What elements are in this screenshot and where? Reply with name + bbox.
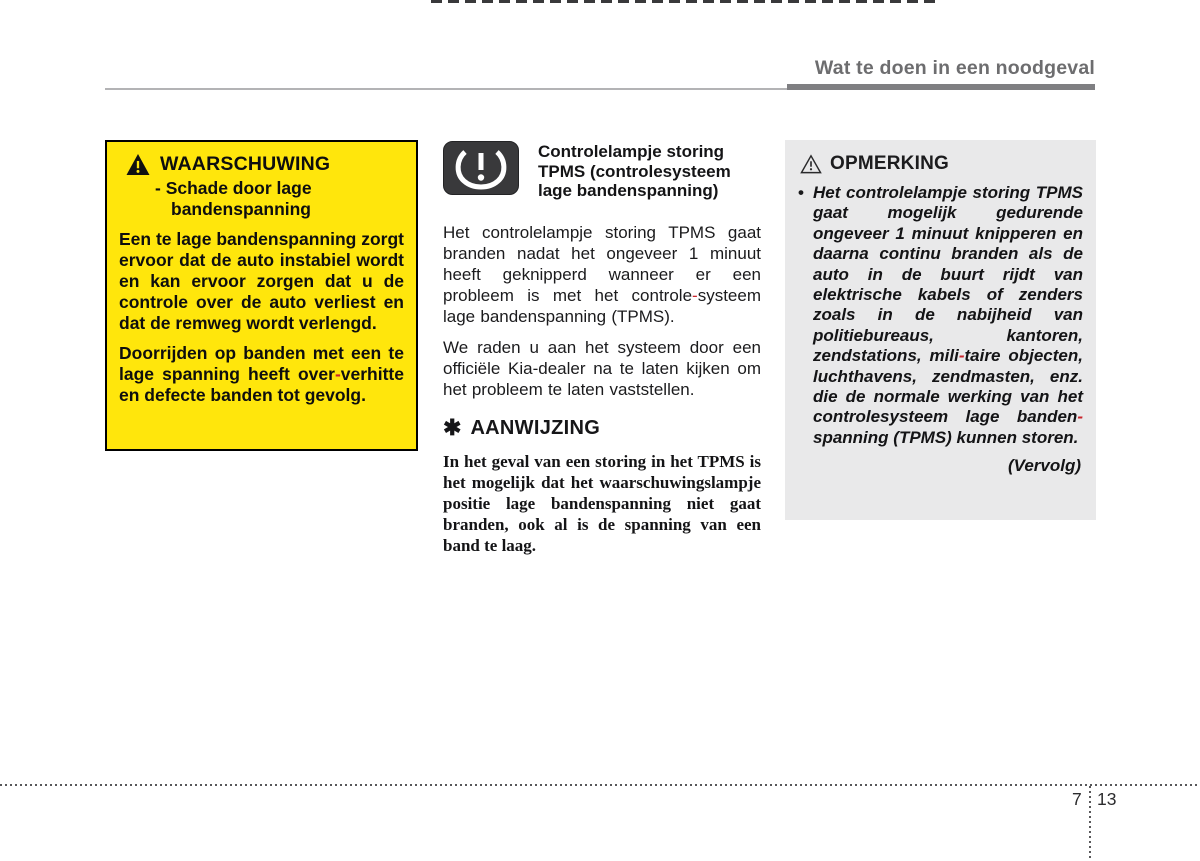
- notice-triangle-icon: [800, 154, 822, 174]
- tpms-section: [443, 141, 761, 556]
- warning-paragraph-2: [119, 343, 404, 406]
- chapter-number: 7: [1072, 789, 1082, 809]
- warning-paragraph-2-text-a: Doorrijden op banden met een te lage spanning heeft over: [119, 343, 404, 384]
- red-hyphen: -: [692, 285, 698, 305]
- warning-subtitle-line1: - Schade door lage: [155, 178, 312, 198]
- opmerking-title-row: [800, 153, 1083, 175]
- opmerking-text: [813, 183, 1083, 448]
- footer-dotted-divider: [1089, 786, 1091, 861]
- tpms-paragraph-1-text-b: systeem lage bandenspanning (TPMS).: [443, 285, 761, 326]
- tpms-heading-row: [443, 141, 761, 201]
- warning-title-row: [125, 153, 404, 176]
- aanwijzing-body: In het geval van een storing in het TPMS is het mogelijk dat het waarschuwingslampje positie lage bandenspanning niet gaat branden, ook al is de spanning van een band te laag.: [443, 451, 761, 555]
- opmerking-text-a: Het controlelampje storing TPMS gaat mogelijk gedurende ongeveer 1 minuut knipperen en daarna continu branden als de auto in de buurt rijdt van elektrische kabels of zenders zoals in de nabijheid van politiebureaus, kantoren, zendstations, mili: [813, 183, 1083, 366]
- tpms-body: [443, 222, 761, 400]
- opmerking-text-b: taire objecten, luchthavens, zendmasten, enz. die de normale werking van het controlesysteem lage banden: [813, 346, 1083, 427]
- chapter-title: Wat te doen in een noodgeval: [814, 57, 1095, 79]
- tpms-paragraph-1-text-a: Het controlelampje storing TPMS gaat branden nadat het ongeveer 1 minuut heeft geknipperd wanneer er een probleem is met het controle: [443, 222, 761, 305]
- warning-triangle-icon: [125, 153, 151, 176]
- tpms-heading-line3: lage bandenspanning): [538, 181, 719, 200]
- continued-label: (Vervolg): [1007, 456, 1081, 476]
- opmerking-box: [785, 140, 1096, 520]
- tpms-paragraph-2: We raden u aan het systeem door een officiële Kia-dealer na te laten kijken om het probleem te laten vaststellen.: [443, 337, 761, 399]
- red-hyphen: -: [1077, 407, 1083, 427]
- footer-dotted-rule: [0, 784, 1200, 786]
- page-number: 13: [1097, 789, 1117, 809]
- red-hyphen: -: [958, 346, 965, 366]
- tpms-heading-line1: Controlelampje storing: [538, 142, 725, 161]
- opmerking-text-c: spanning (TPMS) kunnen storen.: [813, 427, 1079, 447]
- opmerking-bullet-item: [798, 183, 1083, 448]
- tpms-warning-lamp-icon: [443, 141, 519, 195]
- header-rule-thin: [105, 88, 787, 90]
- warning-paragraph-2-text-b: verhitte en defecte banden tot gevolg.: [119, 364, 404, 405]
- top-page-edge-dashes: [431, 0, 940, 3]
- asterisk-icon: ✱: [443, 415, 462, 440]
- warning-subtitle: [119, 178, 404, 220]
- bullet-marker: •: [798, 183, 804, 202]
- opmerking-title: OPMERKING: [830, 153, 949, 174]
- warning-box: [105, 140, 418, 451]
- warning-paragraph-1: Een te lage bandenspanning zorgt ervoor dat de auto instabiel wordt en kan ervoor zorgen dat u de controle over de auto verliest en dat de remweg wordt verlengd.: [119, 229, 404, 333]
- warning-subtitle-line2: bandenspanning: [171, 199, 311, 219]
- tpms-heading: [538, 141, 731, 201]
- aanwijzing-title: AANWIJZING: [470, 416, 601, 439]
- aanwijzing-heading-row: [443, 417, 761, 440]
- red-hyphen: -: [334, 364, 341, 384]
- warning-title: WAARSCHUWING: [160, 153, 331, 175]
- tpms-heading-line2: TPMS (controlesysteem: [538, 161, 731, 181]
- header-rule-thick: [787, 84, 1095, 90]
- tpms-paragraph-1: [443, 222, 761, 327]
